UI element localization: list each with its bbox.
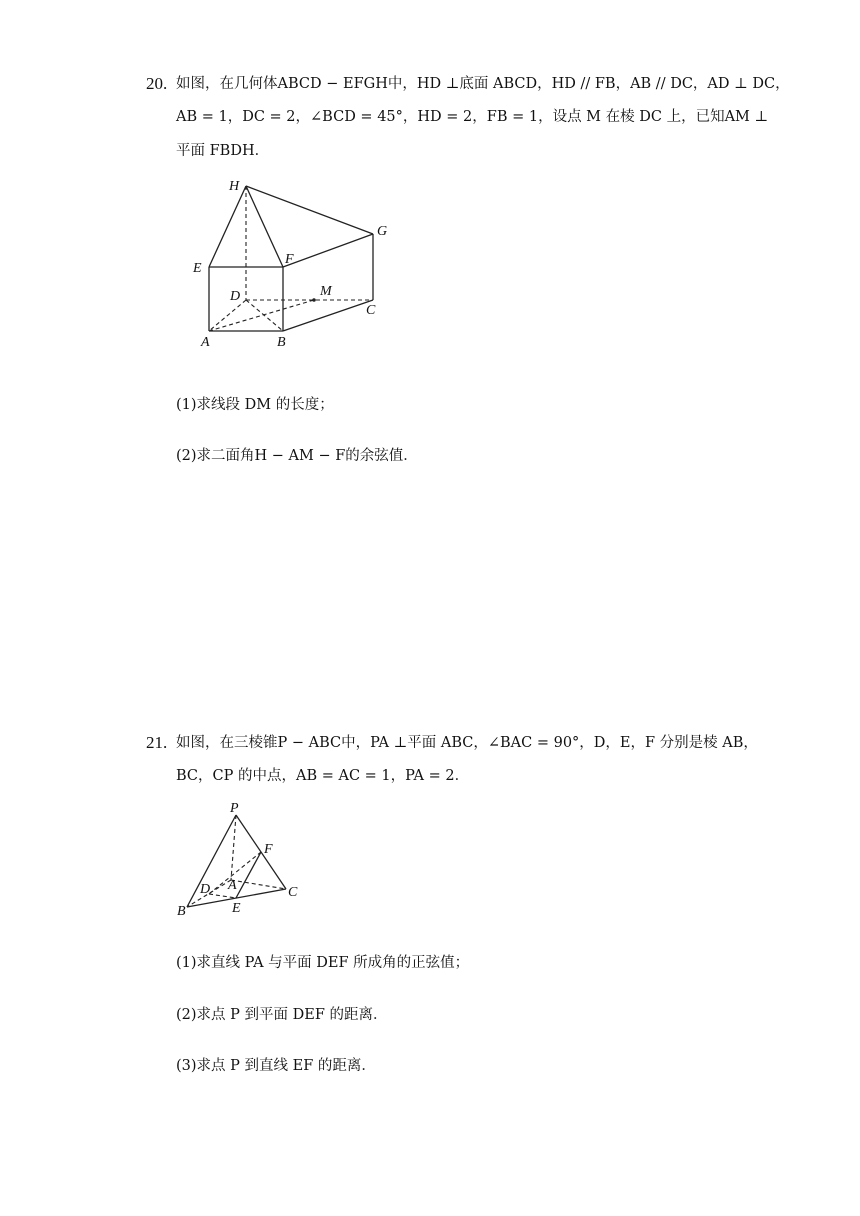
- question-3: (3)求点 P 到直线 EF 的距离．: [176, 1058, 376, 1074]
- label-A: A: [201, 335, 210, 350]
- label-B: B: [177, 904, 186, 919]
- label-P: P: [230, 801, 239, 816]
- problem-text-line: BC，CP 的中点，AB = AC = 1，PA = 2．: [176, 768, 470, 784]
- label-A: A: [228, 878, 237, 893]
- label-H: H: [229, 179, 240, 194]
- problem-text-line: 平面 FBDH．: [176, 143, 270, 159]
- question-1: (1)求线段 DM 的长度；: [176, 397, 334, 413]
- edge-DE: [209, 894, 236, 898]
- label-E: E: [193, 261, 202, 276]
- problem-text-line: 如图，在三棱锥P − ABC中，PA ⊥平面 ABC，∠BAC = 90°，D，E，F 分别是棱 AB，: [176, 735, 758, 751]
- question-1: (1)求直线 PA 与平面 DEF 所成角的正弦值；: [176, 955, 470, 971]
- label-G: G: [377, 224, 388, 239]
- edge-EF: [236, 852, 261, 898]
- edge-PB: [187, 815, 236, 907]
- label-F: F: [264, 842, 273, 857]
- problem-number: 20.: [146, 74, 168, 93]
- label-D: D: [230, 289, 241, 304]
- label-E: E: [232, 901, 241, 916]
- label-M: M: [320, 284, 332, 299]
- edge-PA: [231, 815, 236, 880]
- question-2: (2)求二面角H − AM − F的余弦值．: [176, 448, 418, 464]
- label-F: F: [285, 252, 294, 267]
- edge-AC: [231, 880, 286, 889]
- problem-number: 21.: [146, 733, 168, 752]
- label-B: B: [277, 335, 286, 350]
- label-D: D: [200, 882, 211, 897]
- label-C: C: [366, 303, 376, 318]
- label-C: C: [288, 885, 298, 900]
- problem-text-line: 如图，在几何体ABCD − EFGH中，HD ⊥底面 ABCD，HD // FB，AB // DC，AD ⊥ DC，: [176, 76, 790, 92]
- question-2: (2)求点 P 到平面 DEF 的距离．: [176, 1007, 388, 1023]
- problem-text-line: AB = 1，DC = 2，∠BCD = 45°，HD = 2，FB = 1，设点 M 在棱 DC 上，已知AM ⊥: [176, 109, 769, 125]
